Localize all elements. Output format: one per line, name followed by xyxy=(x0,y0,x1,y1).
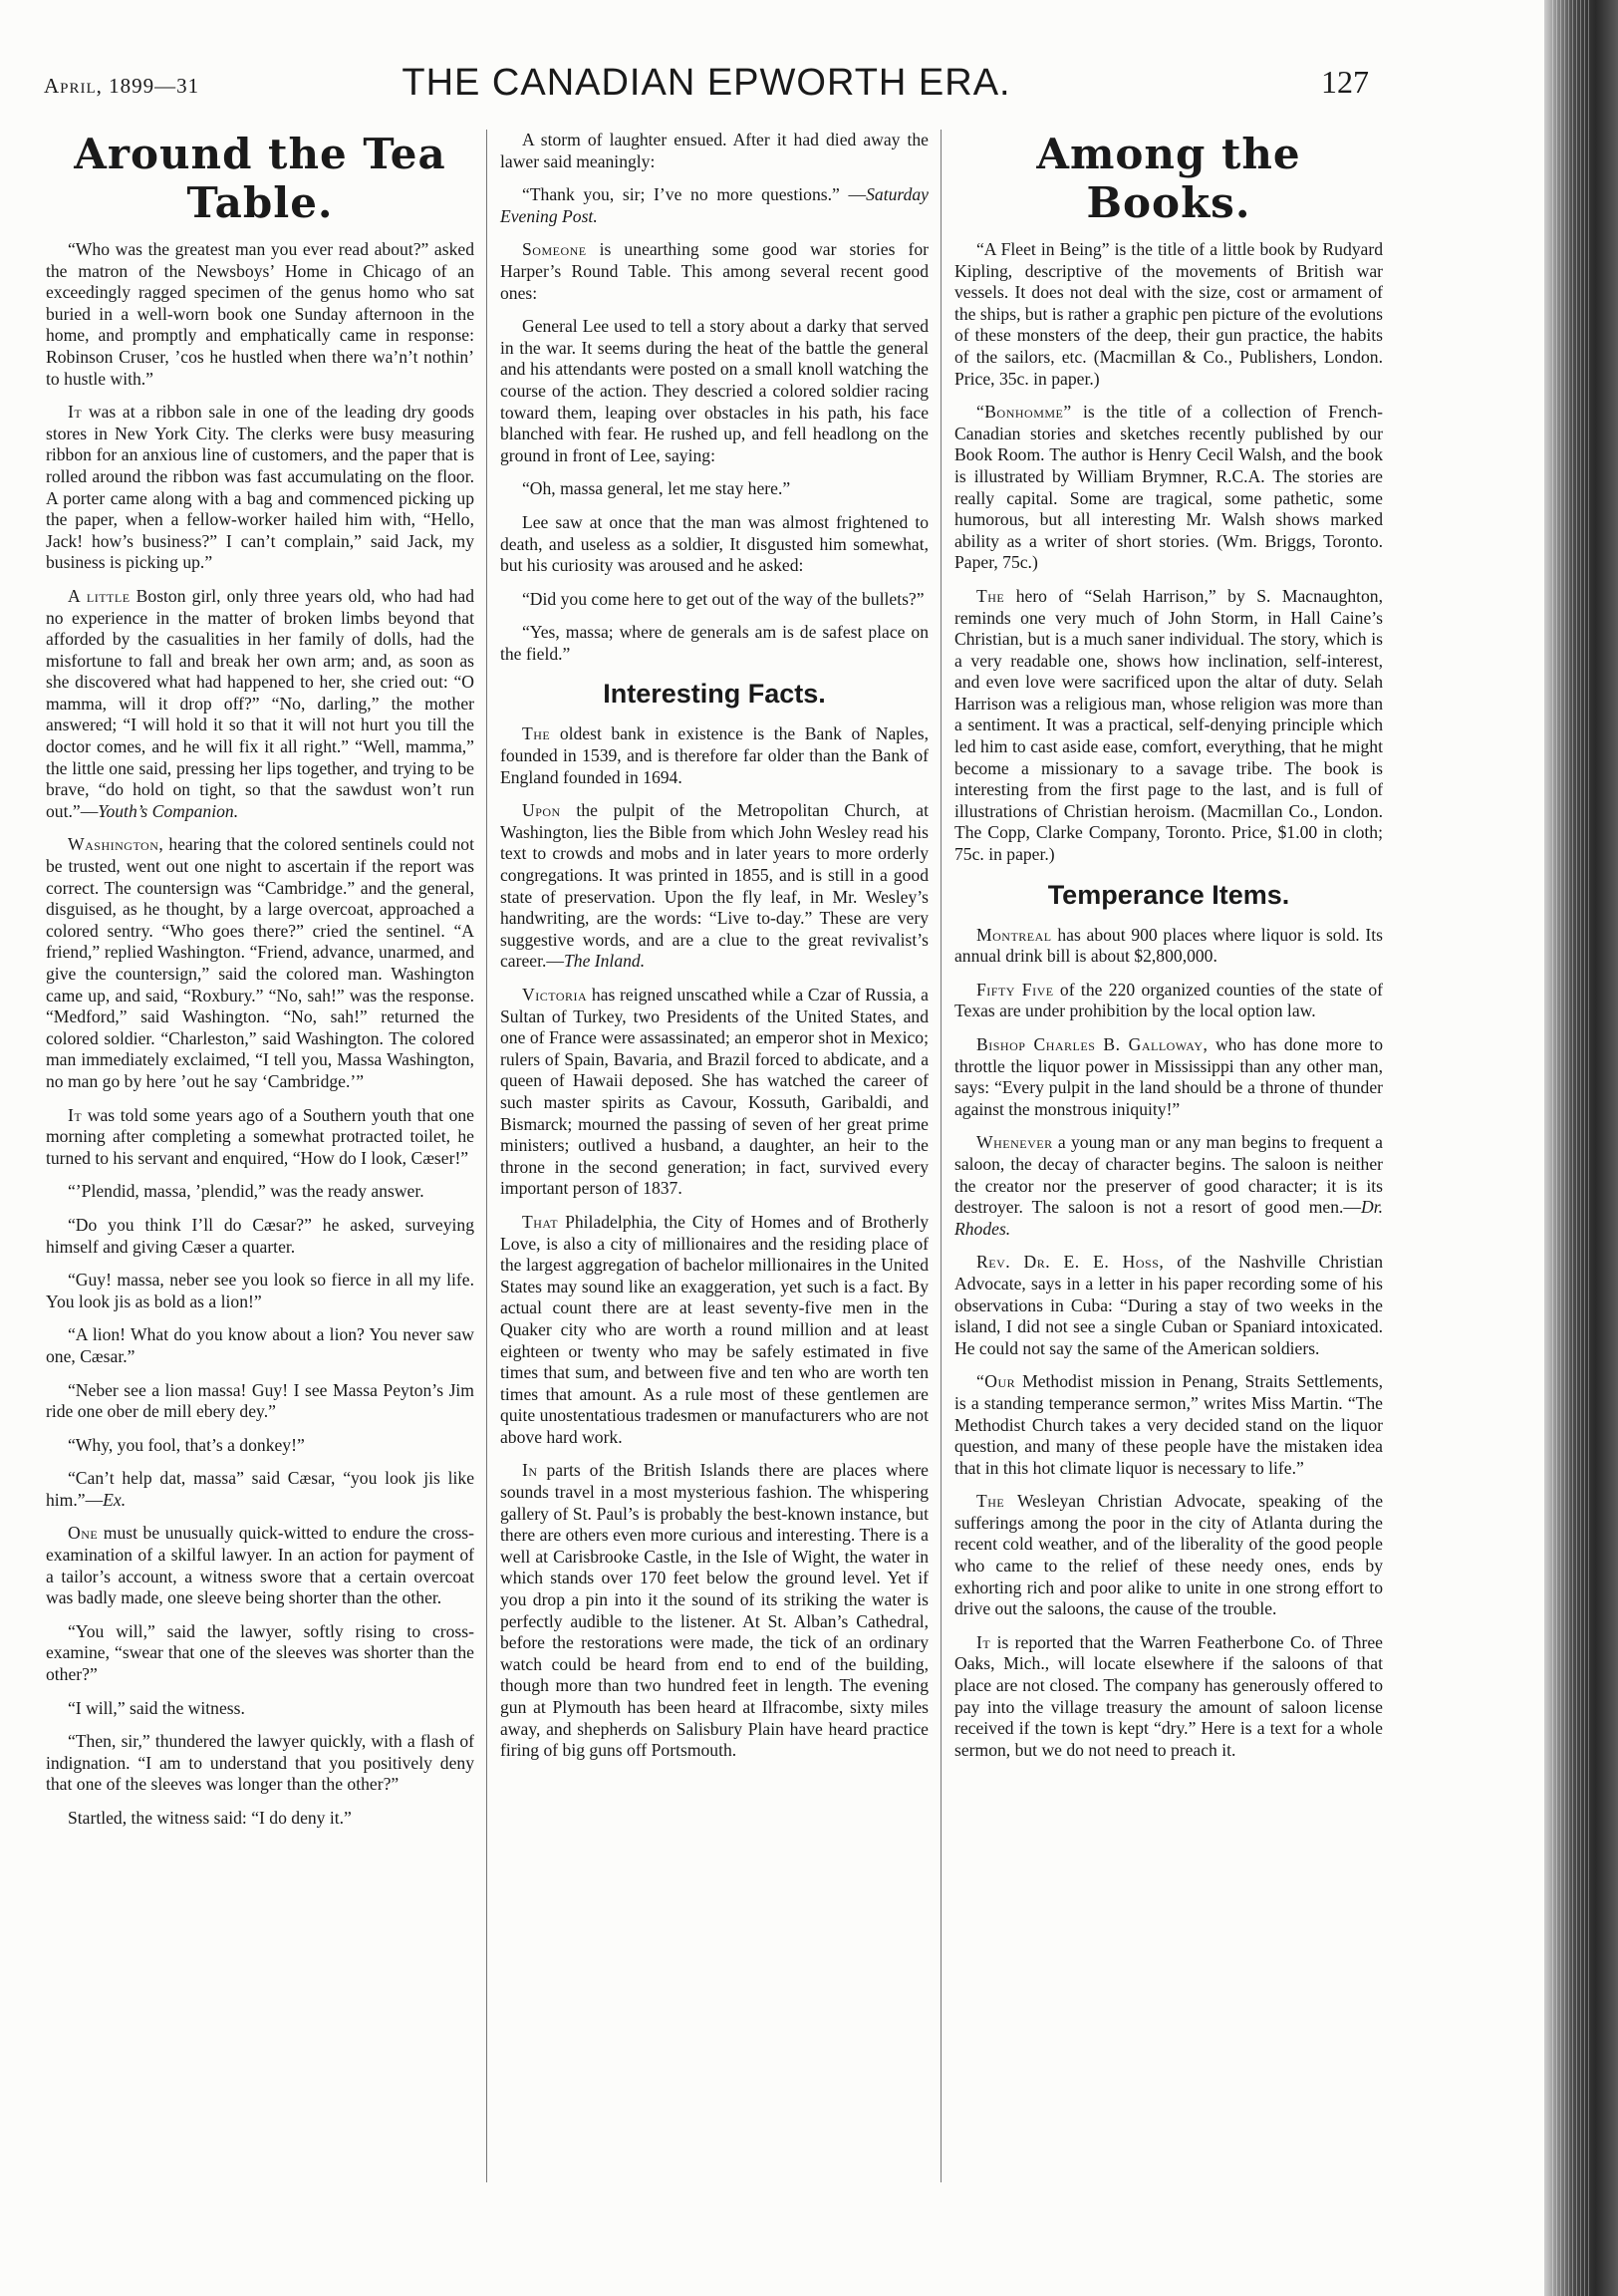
paragraph-text: “Why, you fool, that’s a donkey!” xyxy=(68,1434,305,1455)
article-body xyxy=(954,239,1383,866)
paragraph-text: of the Nashville Christian Advocate, says in a letter in his paper recording some of his observations in Cuba: “During a stay of two weeks in the island, I did not see a single Cuban or Spaniard intoxicated. He could not say the same of the American soldiers. xyxy=(954,1252,1383,1358)
paragraph-lead: The xyxy=(976,585,1005,606)
paragraph-lead: One xyxy=(68,1523,99,1544)
article-body xyxy=(500,723,929,1761)
column-rule xyxy=(486,130,487,2182)
paragraph-text: General Lee used to tell a story about a darky that served in the war. It seems during the heat of the battle the general and his attendants were posted on a small knoll watching the course of the action. They descried a colored soldier racing toward them, leaping over obstacles in his path, his face blanched with fear. He rushed up, and fell headlong on the ground in front of Lee, saying: xyxy=(500,316,929,465)
paragraph-text: was at a ribbon sale in one of the leading dry goods stores in New York City. The clerks were busy measuring ribbon for an anxious line of customers, and the paper that is rolled around the ribbon was fast accumulating on the floor. A porter came along with a bag and commenced picking up the paper, when a fellow-worker hailed him with, “Hello, Jack! how’s business?” I can’t complain,” said Jack, my business is picking up.” xyxy=(46,402,474,573)
paragraph-text: who has done more to throttle the liquor power in Mississippi than any other man, says: “Every pulpit in the land should be a throne of thunder against the monstrous iniquity!” xyxy=(954,1034,1383,1119)
paragraph xyxy=(954,402,1383,574)
paragraph-text: is the title of a collection of French-Canadian stories and sketches recently published by our Book Room. The author is Henry Cecil Walsh, and the book is illustrated by William Brymner, R.C.A. The stories are really capital. Some are tragical, some pathetic, some humorous, but all interesting Mr. Walsh shows marked ability as a writer of short stories. (Wm. Briggs, Toronto. Paper, 75c.) xyxy=(954,402,1383,573)
source-attribution: Youth’s Companion. xyxy=(98,800,239,821)
paragraph xyxy=(46,1523,474,1608)
paragraph-text: “’Plendid, massa, ’plendid,” was the ready answer. xyxy=(68,1181,424,1202)
paragraph xyxy=(46,1808,474,1830)
paragraph xyxy=(500,184,929,227)
paragraph-lead: The xyxy=(522,723,551,744)
source-attribution: The Inland. xyxy=(563,951,646,972)
paragraph xyxy=(954,980,1383,1022)
source-attribution: Saturday Evening Post. xyxy=(500,184,929,226)
paragraph-text: Philadelphia, the City of Homes and of Brotherly Love, is also a city of millionaires and the residing place of the largest aggregation of bachelor millionaires in the United States may sound like an exaggeration, yet such is a fact. By actual count there are at least seventy-five men in the Quaker city who are worth a round million and at least eighteen or twenty who may be safely estimated in five times that sum, and between five and ten who are worth ten times that amount. As a rule most of these gentlemen are quite unostentatious tradesmen or manufacturers who are not above hard work. xyxy=(500,1211,929,1447)
paragraph xyxy=(954,1491,1383,1620)
paragraph-text: Methodist mission in Penang, Straits Settlements, is a standing temperance sermon,” writes Miss Martin. “The Methodist Church takes a very decided stand on the liquor question, and many of these people have the mistaken idea that in this hot climate liquor is necessary to life.” xyxy=(954,1371,1383,1478)
paragraph xyxy=(46,586,474,823)
paragraph-lead: Whenever xyxy=(976,1132,1053,1153)
paragraph-lead: The xyxy=(976,1491,1005,1512)
paragraph xyxy=(500,589,929,611)
paragraph-lead: Montreal xyxy=(976,924,1052,945)
paragraph-text: “Neber see a lion massa! Guy! I see Massa Peyton’s Jim ride one ober de mill ebery dey.” xyxy=(46,1379,474,1422)
paragraph-lead: Someone xyxy=(522,239,587,260)
paragraph-text: hearing that the colored sentinels could not be trusted, went out one night to ascertain if the report was correct. The countersign was “Cambridge.” and the general, disguised, as he thought, by a large overcoat, approached a colored sentry. “Who goes there?” cried the sentinel. “A friend,” replied Washington. “Friend, advance, unarmed, and give the countersign,” said the colored man. Washington came up, and said, “Roxbury.” “No, sah!” was the response. “Medford,” said Washington. “No, sah!” returned the colored soldier. “Charleston,” said Washington. The colored man immediately exclaimed, “I tell you, Massa Washington, no man go by here ’out he say ‘Cambridge.’” xyxy=(46,834,474,1091)
paragraph-lead: Bishop Charles B. Galloway, xyxy=(976,1034,1209,1054)
paragraph-text: hero of “Selah Harrison,” by S. Macnaughton, reminds one very much of John Storm, in Hall Caine’s Christian, but is a much saner individual. The story, which is a very readable one, shows how inclination, self-interest, and even love were sacrificed upon the altar of duty. Selah Harrison was a religious man, whose religion was more than a sentiment. It was a practical, self-denying principle which led him to cast aside ease, comfort, everything, that he might become a missionary to a savage tribe. The book is interesting from the first page to the last, and is full of illustrations of Christian heroism. (Macmillan Co., London. The Copp, Clarke Company, Toronto. Price, $1.00 in cloth; 75c. in paper.) xyxy=(954,585,1383,865)
paragraph-text: “Do you think I’ll do Cæsar?” he asked, surveying himself and giving Cæser a quarter. xyxy=(46,1214,474,1257)
paragraph-text: is reported that the Warren Featherbone Co. of Three Oaks, Mich., will locate elsewhere if the saloons of that place are not closed. The company has generously offered to pay into the village treasury the amount of saloon license received if the town is kept “dry.” Here is a text for a whole sermon, but we do not need to preach it. xyxy=(954,1631,1383,1760)
paragraph xyxy=(500,622,929,665)
paragraph-text: is unearthing some good war stories for Harper’s Round Table. This among several recent good ones: xyxy=(500,239,929,303)
paragraph-text: “Thank you, sir; I’ve no more questions.” — xyxy=(522,184,867,205)
paragraph xyxy=(500,512,929,577)
paragraph xyxy=(500,316,929,466)
paragraph xyxy=(46,1215,474,1258)
paragraph-lead: Upon xyxy=(522,800,561,821)
paragraph-text: Wesleyan Christian Advocate, speaking of the sufferings among the poor in the city of Atlanta during the recent cold weather, and of the liberality of the good people who came to the relief of these needy ones, ends by exhorting rich and poor alike to unite in one strong effort to drive out the saloons, the cause of the trouble. xyxy=(954,1491,1383,1619)
paragraph xyxy=(46,1621,474,1686)
paragraph-text: “Guy! massa, neber see you look so fierce in all my life. You look jis as bold as a lion!” xyxy=(46,1270,474,1311)
paragraph xyxy=(46,1468,474,1511)
column-tea-table xyxy=(46,130,474,1842)
column-interesting-facts xyxy=(500,130,929,1774)
paragraph xyxy=(46,1105,474,1170)
source-attribution: Dr. Rhodes. xyxy=(954,1197,1383,1239)
issue-date: April, 1899—31 xyxy=(44,74,200,98)
paragraph-text: Lee saw at once that the man was almost frightened to death, and useless as a soldier, It disgusted him somewhat, but his curiosity was aroused and he asked: xyxy=(500,511,929,576)
section-heading: Among the Books. xyxy=(1036,130,1301,227)
paragraph-text: Boston girl, only three years old, who had had no experience in the matter of broken limbs beyond that afforded by the casualities in her family of dolls, had the misfortune to fall and break her own arm; and, as soon as she discovered what had happened to her, she cried out: “O mamma, will it drop off?” “No, darling,” the mother answered; “I will hold it so that it will not hurt you till the doctor comes, and he will fix it all right.” “Well, mamma,” the little one said, pressing her lips together, and trying to be brave, “do hold on tight, so that the sawdust won’t run out.”— xyxy=(46,585,475,821)
article-body xyxy=(46,239,474,1830)
paragraph-text: oldest bank in existence is the Bank of Naples, founded in 1539, and is therefore far older than the Bank of England founded in 1694. xyxy=(500,723,929,787)
paragraph-text: “A lion! What do you know about a lion? You never saw one, Cæsar.” xyxy=(46,1324,474,1366)
paragraph-text: “Then, sir,” thundered the lawyer quickly, with a flash of indignation. “I am to understand that you positively deny that one of the sleeves was longer than the other?” xyxy=(46,1731,474,1795)
paragraph-text: “Who was the greatest man you ever read about?” asked the matron of the Newsboys’ Home in Chicago of an exceedingly ragged specimen of the genus homo who sat buried in a well-worn book one Sunday afternoon in the home, and promptly and emphatically came in response: Robinson Cruser, ’cos he hustled when there wa’n’t nothin’ to hustle with.” xyxy=(46,239,474,389)
paragraph-text: a young man or any man begins to frequent a saloon, the decay of character begins. The saloon is neither the creator nor the preserver of good character; it is its destroyer. The saloon is not a resort of good men.— xyxy=(954,1132,1383,1218)
paragraph-lead: Rev. Dr. E. E. Hoss, xyxy=(976,1252,1165,1273)
paragraph xyxy=(954,1632,1383,1762)
running-header xyxy=(44,62,1369,110)
source-attribution: Ex. xyxy=(103,1489,127,1510)
paragraph xyxy=(46,239,474,390)
column-books-temperance xyxy=(954,130,1383,1773)
paragraph xyxy=(954,1252,1383,1359)
section-heading: Temperance Items. xyxy=(1047,879,1290,910)
paragraph xyxy=(954,925,1383,968)
paragraph-lead: “Our xyxy=(976,1371,1016,1392)
paragraph-text: of the 220 organized counties of the state of Texas are under prohibition by the local option law. xyxy=(954,979,1383,1021)
section-heading: Interesting Facts. xyxy=(603,679,826,710)
paragraph-lead: That xyxy=(522,1211,559,1232)
paragraph-lead: It xyxy=(976,1631,991,1652)
paragraph xyxy=(500,800,929,973)
paragraph-lead: It xyxy=(68,1104,83,1125)
paragraph-text: “You will,” said the lawyer, softly rising to cross-examine, “swear that one of the sleeves was shorter than the other?” xyxy=(46,1620,474,1685)
paragraph xyxy=(500,239,929,304)
paragraph-lead: Victoria xyxy=(522,985,588,1004)
paragraph-text: the pulpit of the Metropolitan Church, at Washington, lies the Bible from which John Wesley read his text to crowds and mobs and in later years to more orderly congregations. It was printed in 1855, and is still in a good state of preservation. Upon the fly leaf, in Mr. Wesley’s handwriting, are the words: “Live to-day.” These are very suggestive words, and are a clue to the great revivalist’s career.— xyxy=(500,800,929,972)
page-number: 127 xyxy=(1321,64,1369,100)
paragraph-lead: “Bonhomme” xyxy=(976,402,1072,423)
paragraph xyxy=(500,1212,929,1449)
paragraph xyxy=(500,985,929,1200)
paragraph xyxy=(46,1380,474,1423)
paragraph xyxy=(500,130,929,172)
paragraph xyxy=(46,1324,474,1367)
paragraph-lead: Fifty Five xyxy=(976,979,1054,1000)
paragraph-text: must be unusually quick-witted to endure the cross-examination of a skilful lawyer. In an action for payment of a tailor’s account, a witness swore that a certain overcoat was badly made, one sleeve being shorter than the other. xyxy=(46,1523,474,1608)
paragraph-text: “A Fleet in Being” is the title of a little book by Rudyard Kipling, descriptive of the movements of British war vessels. It does not deal with the size, cost or armament of the ships, but is rather a graphic pen picture of the evolutions of these monsters of the deep, their gun practice, the habits of the sailors, etc. (Macmillan & Co., Publishers, London. Price, 35c. in paper.) xyxy=(954,239,1383,389)
paragraph xyxy=(500,723,929,788)
paragraph-lead: A little xyxy=(68,585,131,606)
paragraph xyxy=(46,1698,474,1720)
article-body xyxy=(500,130,929,665)
paragraph xyxy=(46,1435,474,1457)
paragraph xyxy=(46,1731,474,1796)
paragraph-lead: Washington, xyxy=(68,834,164,855)
paragraph-text: A storm of laughter ensued. After it had died away the lawer said meaningly: xyxy=(500,130,929,171)
column-rule xyxy=(941,130,942,2182)
paragraph xyxy=(500,478,929,500)
paragraph xyxy=(954,1132,1383,1240)
paragraph xyxy=(46,402,474,574)
article-body xyxy=(954,925,1383,1762)
paragraph-text: was told some years ago of a Southern youth that one morning after completing a somewhat protracted toilet, he turned to his servant and enquired, “How do I look, Cæser!” xyxy=(46,1104,474,1168)
paragraph-lead: In xyxy=(522,1460,538,1481)
paragraph xyxy=(954,239,1383,390)
paragraph-text: has about 900 places where liquor is sold. Its annual drink bill is about $2,800,000. xyxy=(954,924,1383,967)
paragraph xyxy=(954,1371,1383,1479)
paragraph xyxy=(46,1181,474,1203)
book-binding-edge xyxy=(1544,0,1618,2296)
paragraph xyxy=(46,1270,474,1312)
paragraph-text: “Did you come here to get out of the way of the bullets?” xyxy=(522,588,925,609)
paragraph xyxy=(954,1034,1383,1120)
paragraph-text: “Can’t help dat, massa” said Cæsar, “you look jis like him.”— xyxy=(46,1468,474,1510)
paragraph xyxy=(500,1460,929,1761)
paragraph xyxy=(46,834,474,1092)
section-heading: Around the Tea Table. xyxy=(74,130,446,227)
paragraph-text: parts of the British Islands there are places where sounds travel in a most mysterious fashion. The whispering gallery of St. Paul’s is probably the best-known instance, but there are others even more curious and interesting. There is a well at Carisbrooke Castle, in the Isle of Wight, the water in which stands over 170 feet below the ground level. Yet if you drop a pin into it the sound of its striking the water is perfectly audible to the listener. At St. Alban’s Cathedral, before the restorations were made, the tick of an ordinary watch could be heard from end to end of the building, though more than two hundred feet in length. The evening gun at Plymouth has been heard at Ilfracombe, sixty miles away, and shepherds on Salisbury Plain have heard practice firing of big guns off Portsmouth. xyxy=(500,1460,929,1761)
paragraph-text: “Oh, massa general, let me stay here.” xyxy=(522,478,791,499)
paragraph-text: Startled, the witness said: “I do deny it.” xyxy=(68,1808,352,1828)
paragraph-text: “I will,” said the witness. xyxy=(68,1697,245,1718)
paragraph-text: “Yes, massa; where de generals am is de safest place on the field.” xyxy=(500,622,929,664)
paragraph-lead: It xyxy=(68,402,83,423)
paragraph xyxy=(954,586,1383,866)
paragraph-text: has reigned unscathed while a Czar of Russia, a Sultan of Turkey, two Presidents of the United States, and one of France were assassinated; an emperor shot in Mexico; rulers of Spain, Bavaria, and Brazil forced to abdicate, and a queen of Hawaii deposed. She has watched the career of such master spirits as Cavour, Kossuth, Garibaldi, and Bismarck; mourned the passing of seven of her great prime ministers; outlived a husband, a daughter, an heir to the throne in the second generation; in fact, survived every important person of 1837. xyxy=(500,985,929,1199)
publication-title: THE CANADIAN EPWORTH ERA. xyxy=(402,62,1011,104)
